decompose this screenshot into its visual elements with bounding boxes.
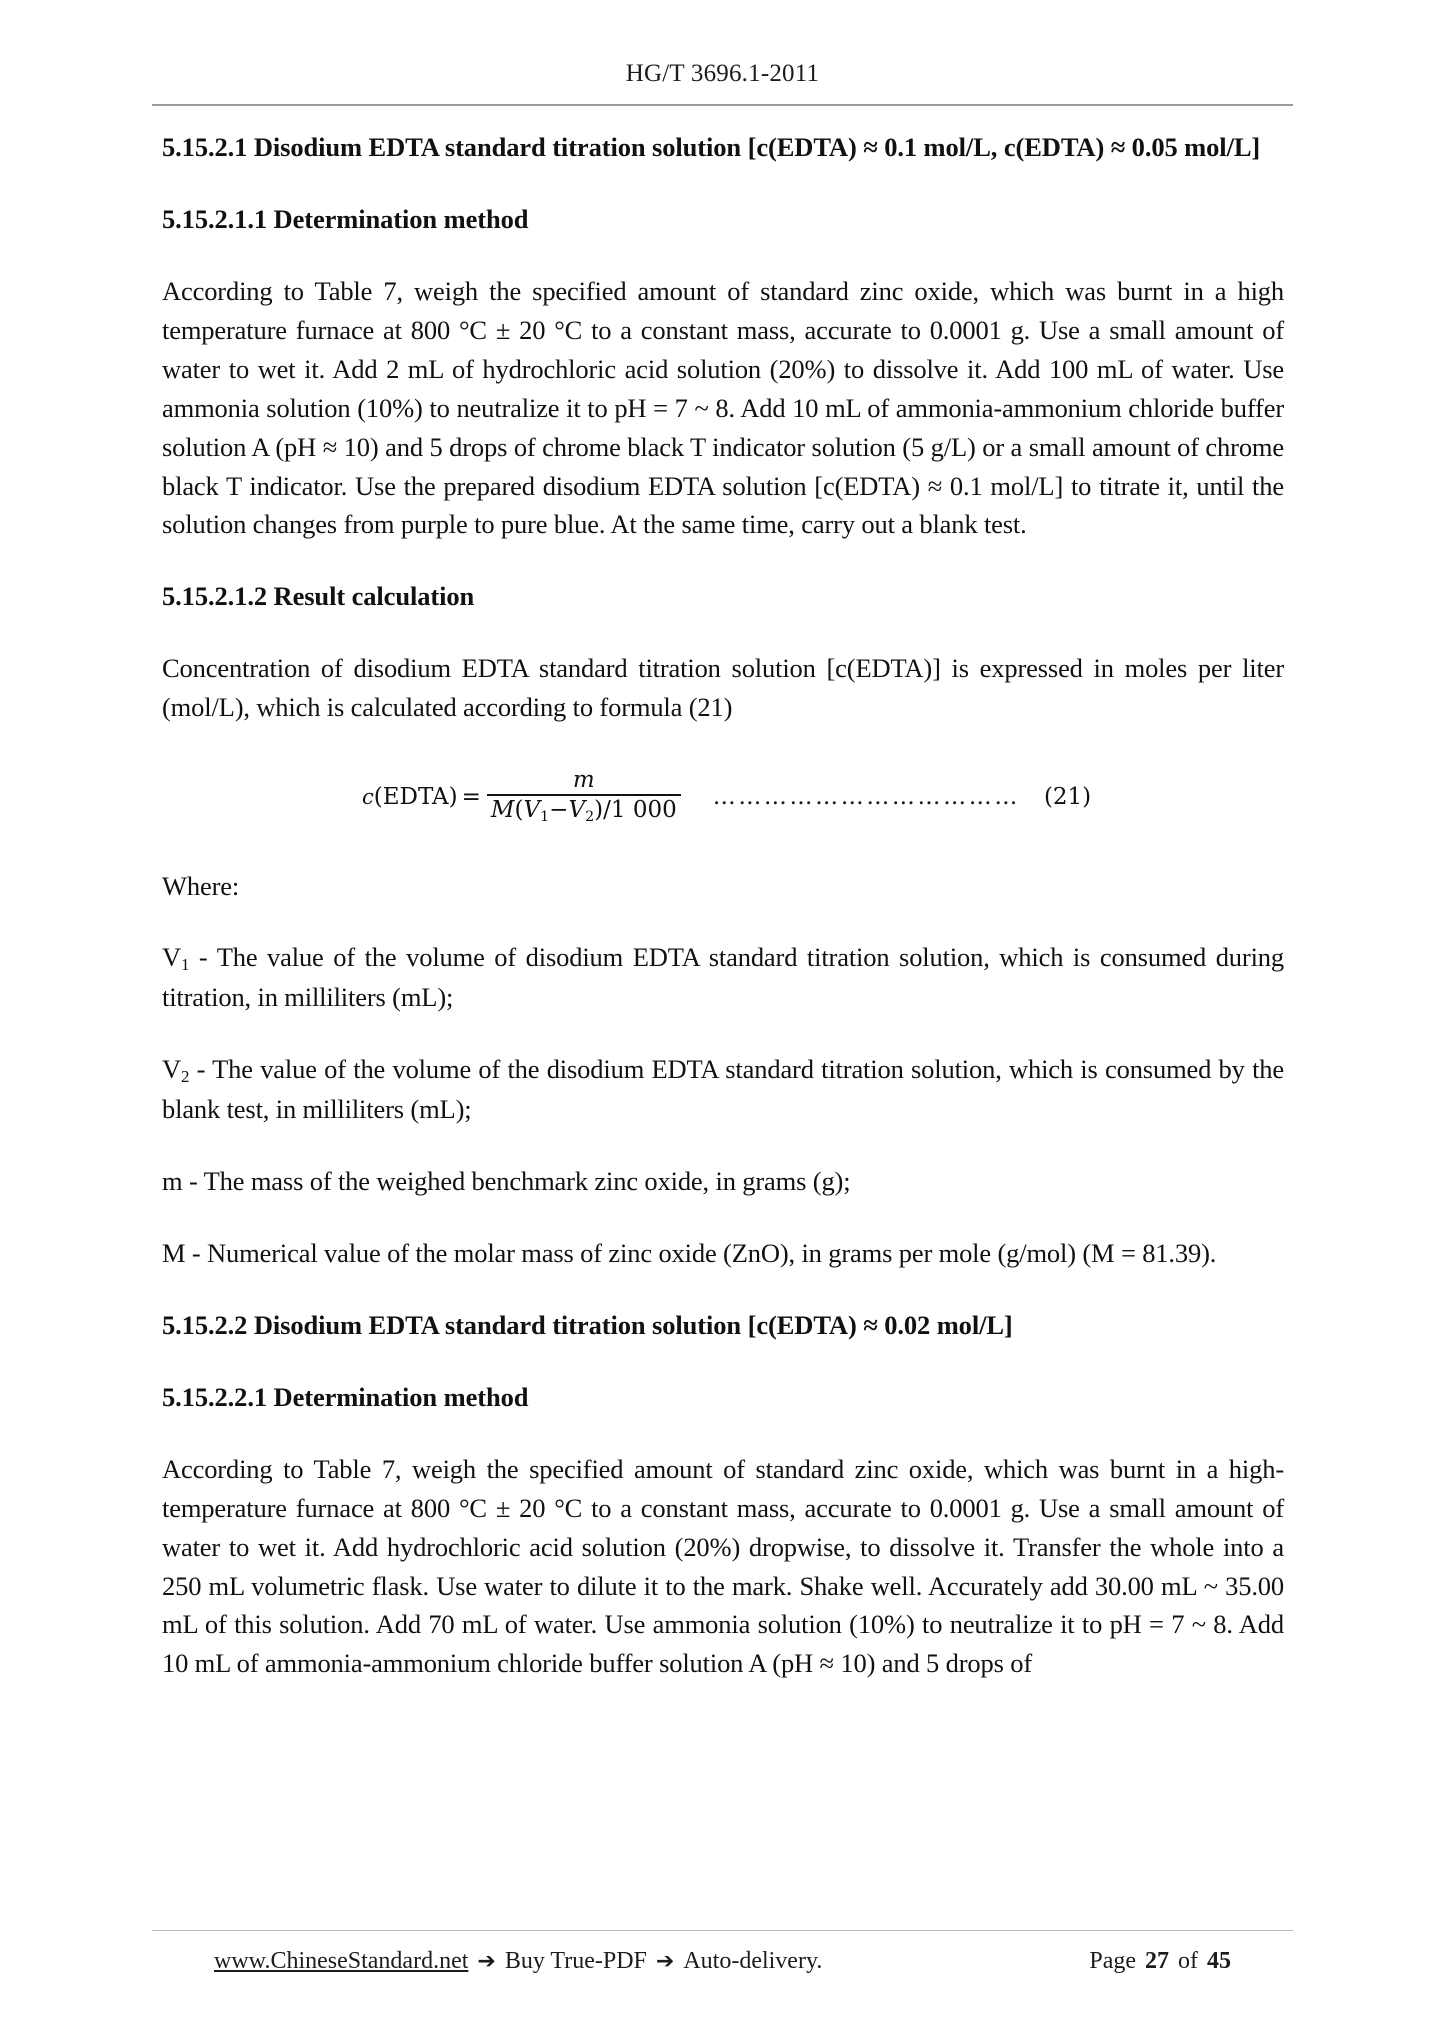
spacer — [162, 905, 1284, 938]
document-body — [162, 128, 1284, 1683]
spacer — [162, 239, 1284, 272]
formula-lhs-symbol: c — [362, 784, 374, 809]
formula-den-close-paren: ) — [594, 797, 604, 824]
where-text-v1: - The value of the volume of disodium EDTA standard titration solution, which is consumed during titration, in milliliters (mL); — [162, 942, 1284, 1013]
spacer — [162, 727, 1284, 767]
where-item-mm — [162, 1234, 1284, 1273]
formula-lhs-argument: (EDTA) — [373, 783, 458, 810]
where-text-m: - The mass of the weighed benchmark zinc oxide, in grams (g); — [182, 1166, 851, 1197]
where-item-m — [162, 1162, 1284, 1201]
arrow-right-icon: ➔ — [477, 1949, 496, 1974]
where-subscript-v1: 1 — [181, 955, 190, 975]
where-symbol-mm: M — [162, 1237, 186, 1268]
footer-delivery-label: Auto-delivery. — [683, 1948, 823, 1974]
spacer — [162, 827, 1284, 867]
formula-den-open-paren: ( — [514, 797, 524, 824]
formula-expression — [362, 767, 683, 827]
spacer — [162, 616, 1284, 649]
formula-den-V1-sub: 1 — [540, 809, 550, 826]
spacer — [162, 1417, 1284, 1450]
formula-den-minus: − — [549, 797, 569, 824]
standard-number: HG/T 3696.1-2011 — [625, 60, 820, 87]
heading-5-15-2-2: 5.15.2.2 Disodium EDTA standard titration solution [c(EDTA) ≈ 0.02 mol/L] — [162, 1309, 1013, 1340]
paragraph-determination-method-1: According to Table 7, weigh the specified amount of standard zinc oxide, which was burnt in a high temperature furnace at 800 °C ± 20 °C to a constant mass, accurate to 0.0001 g. Use a small amount of water to wet it. Add 2 mL of hydrochloric acid solution (20%) to dissolve it. Add 100 mL of water. Use ammonia solution (10%) to neutralize it to pH = 7 ~ 8. Add 10 mL of ammonia-ammonium chloride buffer solution A (pH ≈ 10) and 5 drops of chrome black T indicator solution (5 g/L) or a small amount of chrome black T indicator. Use the prepared disodium EDTA solution [c(EDTA) ≈ 0.1 mol/L] to titrate it, until the solution changes from purple to pure blue. At the same time, carry out a blank test. — [162, 276, 1284, 540]
page-total: 45 — [1207, 1948, 1231, 1974]
page-header — [152, 60, 1293, 88]
footer-divider — [152, 1930, 1293, 1931]
spacer — [162, 1017, 1284, 1050]
where-text-v2: - The value of the volume of the disodium EDTA standard titration solution, which is consumed by the blank test, in milliliters (mL); — [162, 1054, 1284, 1125]
where-text-mm: - Numerical value of the molar mass of zinc oxide (ZnO), in grams per mole (g/mol) (M = 81.39). — [185, 1237, 1217, 1268]
arrow-right-icon-2: ➔ — [655, 1949, 675, 1974]
formula-number: (21) — [1043, 783, 1092, 810]
formula-den-V1: V — [523, 797, 541, 824]
paragraph-result-calculation: Concentration of disodium EDTA standard titration solution [c(EDTA)] is expressed in moles per liter (mol/L), which is calculated according to formula (21) — [162, 653, 1284, 723]
spacer — [162, 1345, 1284, 1378]
where-label: Where: — [162, 870, 240, 901]
where-symbol-m: m — [162, 1166, 183, 1197]
footer-promo — [152, 1948, 822, 1975]
where-item-v2 — [162, 1050, 1284, 1129]
heading-5-15-2-1: 5.15.2.1 Disodium EDTA standard titration solution [c(EDTA) ≈ 0.1 mol/L, c(EDTA) ≈ 0.05 mol/L] — [162, 132, 1261, 162]
formula-den-V2-sub: 2 — [585, 809, 595, 826]
spacer — [162, 1273, 1284, 1306]
heading-5-15-2-2-1: 5.15.2.2.1 Determination method — [162, 1381, 529, 1412]
where-symbol-v2: V — [162, 1054, 181, 1085]
spacer — [162, 1129, 1284, 1162]
formula-denominator — [487, 796, 681, 826]
page-indicator — [1089, 1948, 1293, 1975]
heading-5-15-2-1-1: 5.15.2.1.1 Determination method — [162, 204, 529, 235]
heading-5-15-2-1-2: 5.15.2.1.2 Result calculation — [162, 581, 475, 612]
spacer — [162, 544, 1284, 577]
page-label: Page — [1089, 1948, 1136, 1974]
spacer — [162, 1201, 1284, 1234]
where-subscript-v2: 2 — [181, 1067, 190, 1087]
formula-dot-leader: ……………………………… — [712, 783, 1020, 810]
formula-fraction — [487, 767, 681, 827]
where-symbol-v1: V — [162, 942, 181, 973]
header-divider — [152, 104, 1293, 106]
page-of-label: of — [1178, 1948, 1198, 1974]
formula-den-divisor: /1 000 — [603, 797, 677, 824]
formula-den-M: M — [490, 797, 515, 824]
paragraph-determination-method-2: According to Table 7, weigh the specified amount of standard zinc oxide, which was burnt in a high-temperature furnace at 800 °C ± 20 °C to a constant mass, accurate to 0.0001 g. Use a small amount of water to wet it. Add hydrochloric acid solution (20%) dropwise, to dissolve it. Transfer the whole into a 250 mL volumetric flask. Use water to dilute it to the mark. Shake well. Accurately add 30.00 mL ~ 35.00 mL of this solution. Add 70 mL of water. Use ammonia solution (10%) to neutralize it to pH = 7 ~ 8. Add 10 mL of ammonia-ammonium chloride buffer solution A (pH ≈ 10) and 5 drops of — [162, 1454, 1284, 1679]
footer-website-link[interactable]: www.ChineseStandard.net — [214, 1948, 469, 1974]
formula-21-block — [162, 767, 1284, 827]
footer-buy-label: Buy True-PDF — [504, 1948, 647, 1974]
formula-equals: = — [461, 783, 481, 810]
spacer — [162, 167, 1284, 200]
formula-numerator: m — [572, 766, 595, 793]
formula-den-V2: V — [568, 797, 586, 824]
where-item-v1 — [162, 938, 1284, 1017]
page-footer — [152, 1948, 1293, 1975]
page-number: 27 — [1145, 1948, 1169, 1974]
